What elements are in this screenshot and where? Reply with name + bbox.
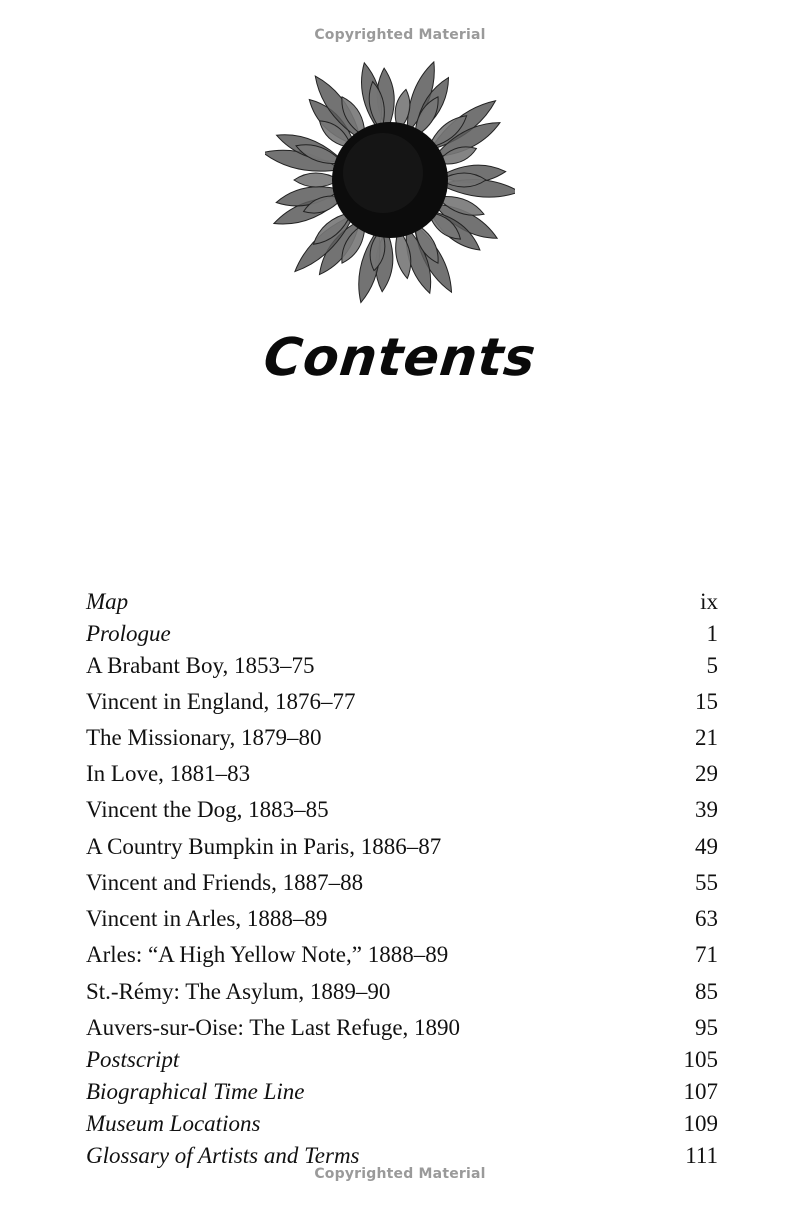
toc-entry-title: The Missionary, 1879–80 xyxy=(86,725,322,750)
toc-entry-title: Museum Locations xyxy=(86,1111,261,1136)
toc-entry-title: Vincent in England, 1876–77 xyxy=(86,689,356,714)
page-title: Contents xyxy=(260,328,540,388)
toc-entry-page-number: 95 xyxy=(695,1015,718,1040)
toc-entry xyxy=(86,795,718,825)
toc-entry xyxy=(86,832,718,862)
copyright-watermark-top: Copyrighted Material xyxy=(314,27,486,43)
toc-entry xyxy=(86,687,718,717)
copyright-watermark-bottom: Copyrighted Material xyxy=(314,1166,486,1182)
toc-entry-page-number: 71 xyxy=(695,942,718,967)
toc-entry xyxy=(86,1109,718,1139)
toc-entry-title: Arles: “A High Yellow Note,” 1888–89 xyxy=(86,942,449,967)
toc-entry-title: A Country Bumpkin in Paris, 1886–87 xyxy=(86,834,442,859)
toc-entry-title: Biographical Time Line xyxy=(86,1079,305,1104)
toc-entry xyxy=(86,977,718,1007)
toc-entry-title: Postscript xyxy=(86,1047,180,1072)
toc-entry-title: Vincent in Arles, 1888–89 xyxy=(86,906,328,931)
toc-entry-page-number: 107 xyxy=(683,1079,718,1104)
toc-entry-title: In Love, 1881–83 xyxy=(86,761,251,786)
toc-entry xyxy=(86,904,718,934)
toc-entry xyxy=(86,587,718,617)
toc-entry-page-number: 49 xyxy=(695,834,718,859)
toc-entry xyxy=(86,651,718,681)
toc-entry-page-number: 1 xyxy=(706,621,718,646)
toc-entry-page-number: 63 xyxy=(695,906,718,931)
toc-entry-page-number: 5 xyxy=(706,653,718,678)
toc-entry-title: A Brabant Boy, 1853–75 xyxy=(86,653,315,678)
toc-entry-title: Glossary of Artists and Terms xyxy=(86,1143,360,1168)
toc-entry xyxy=(86,759,718,789)
toc-entry-page-number: 15 xyxy=(695,689,718,714)
toc-entry-title: Vincent the Dog, 1883–85 xyxy=(86,797,329,822)
toc-entry-page-number: 29 xyxy=(695,761,718,786)
toc-entry-page-number: 109 xyxy=(683,1111,718,1136)
toc-entry-page-number: 111 xyxy=(685,1143,718,1168)
toc-entry xyxy=(86,1013,718,1043)
toc-entry-page-number: 105 xyxy=(683,1047,718,1072)
sunflower-icon xyxy=(265,30,515,315)
toc-entry xyxy=(86,619,718,649)
toc-entry-title: St.-Rémy: The Asylum, 1889–90 xyxy=(86,979,391,1004)
toc-entry-page-number: 21 xyxy=(695,725,718,750)
toc-entry xyxy=(86,1045,718,1075)
toc-entry xyxy=(86,1077,718,1107)
toc-entry-page-number: 85 xyxy=(695,979,718,1004)
toc-entry-page-number: 55 xyxy=(695,870,718,895)
toc-entry-page-number: 39 xyxy=(695,797,718,822)
toc-entry-title: Auvers-sur-Oise: The Last Refuge, 1890 xyxy=(86,1015,461,1040)
toc-entry-title: Prologue xyxy=(86,621,171,646)
toc-entry xyxy=(86,940,718,970)
toc-entry xyxy=(86,868,718,898)
toc-entry-page-number: ix xyxy=(700,589,718,614)
toc-entry-title: Map xyxy=(86,589,129,614)
toc-entry xyxy=(86,723,718,753)
toc-entry-title: Vincent and Friends, 1887–88 xyxy=(86,870,364,895)
